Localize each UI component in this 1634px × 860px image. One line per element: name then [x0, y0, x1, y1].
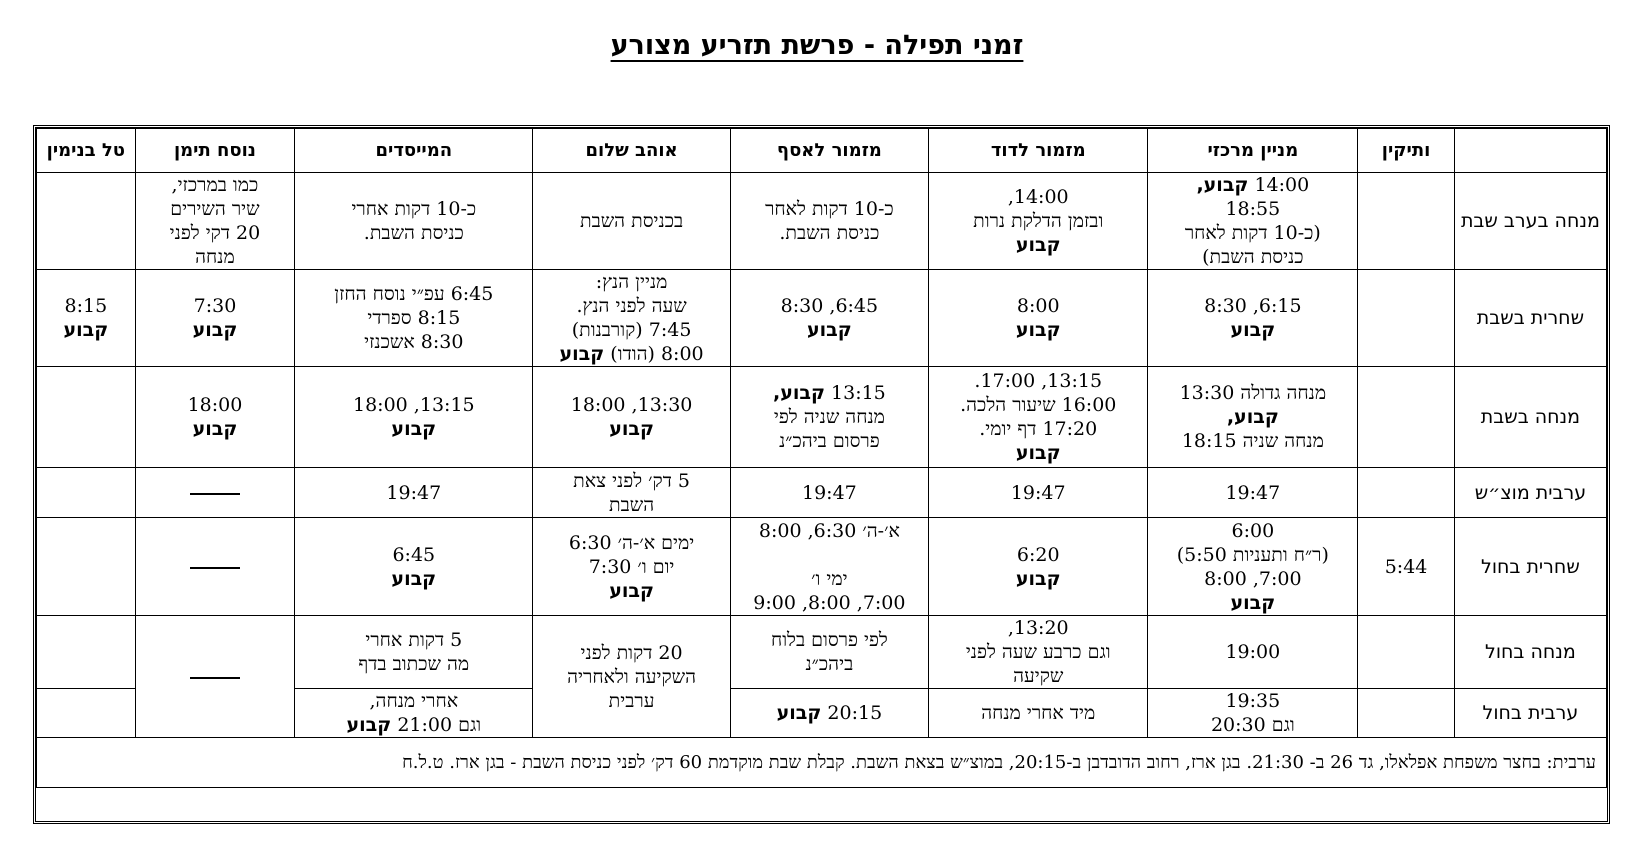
- row-label: שחרית בשבת: [1454, 270, 1606, 367]
- cell-line: כ-10 דקות אחרי: [351, 198, 477, 220]
- cell: [135, 270, 295, 367]
- row-label: ערבית בחול: [1454, 689, 1606, 738]
- cell-line: 13:20,: [1007, 617, 1069, 639]
- cell-line: 14:00 קבוע,: [1196, 174, 1310, 196]
- cell: [135, 173, 295, 270]
- cell: 5:44: [1358, 518, 1455, 616]
- cell-line: 13:30, 18:00: [570, 394, 693, 416]
- cell-line: כמו במרכזי,: [171, 174, 259, 196]
- cell-line: (ר״ח ותעניות 5:50): [1176, 543, 1329, 566]
- cell: [1358, 367, 1455, 468]
- cell: [37, 367, 136, 468]
- cell: [1148, 367, 1358, 468]
- cell: 19:47: [1148, 468, 1358, 518]
- cell-line: 6:00: [1231, 519, 1275, 542]
- cell: [1358, 616, 1455, 689]
- column-header: [1454, 129, 1606, 173]
- cell-line: כניסת השבת): [1202, 246, 1304, 268]
- cell-line: קבוע: [609, 418, 654, 440]
- cell: [1358, 173, 1455, 270]
- cell-line: 6:20: [1016, 543, 1060, 566]
- column-header: המייסדים: [295, 129, 533, 173]
- cell: [730, 173, 928, 270]
- cell-line: פרסום ביהכ״נ: [779, 430, 880, 452]
- row-label: ערבית מוצ״ש: [1454, 468, 1606, 518]
- cell-line: קבוע,: [1226, 406, 1279, 428]
- cell: [1148, 270, 1358, 367]
- cell: [37, 270, 136, 367]
- column-header: מזמור לאסף: [730, 129, 928, 173]
- cell: [1148, 173, 1358, 270]
- cell: [730, 616, 928, 689]
- cell: [1358, 468, 1455, 518]
- cell: [295, 616, 533, 689]
- column-header: טל בנימין: [37, 129, 136, 173]
- cell-line: 7:00, 8:00, 9:00: [753, 591, 906, 614]
- column-header: נוסח תימן: [135, 129, 295, 173]
- table-row: [37, 468, 1607, 518]
- cell-line: השבת: [609, 493, 655, 516]
- cell-line: קבוע: [609, 579, 654, 602]
- cell-line: מניין הנץ:: [595, 271, 668, 293]
- cell: [730, 270, 928, 367]
- table-row: [37, 518, 1607, 616]
- cell-line: מנחה: [195, 246, 235, 268]
- cell-line: 16:00 שיעור הלכה.: [960, 394, 1117, 416]
- cell-line: השקיעה ולאחריה: [567, 665, 697, 688]
- row-label: מנחה בחול: [1454, 616, 1606, 689]
- cell-line: קבוע: [807, 319, 852, 341]
- page-title: זמני תפילה - פרשת תזריע מצורע: [610, 30, 1024, 61]
- cell-line: 19:35: [1225, 690, 1281, 712]
- cell: [295, 518, 533, 616]
- cell: 19:47: [295, 468, 533, 518]
- cell-line: 7:45 (קורבנות): [571, 319, 692, 341]
- cell-line: 8:30 אשכנזי: [364, 331, 464, 353]
- cell: [37, 173, 136, 270]
- cell: [135, 616, 295, 738]
- cell-line: שיר השירים: [170, 198, 260, 220]
- cell: [295, 270, 533, 367]
- cell: [730, 518, 928, 616]
- column-header: מזמור לדוד: [929, 129, 1148, 173]
- cell-line: 8:15 ספרדי: [367, 307, 461, 329]
- cell-line: קבוע: [1230, 319, 1276, 341]
- cell: [135, 468, 295, 518]
- cell-line: בכניסת השבת: [579, 210, 684, 232]
- cell-line: 6:45, 8:30: [780, 295, 879, 317]
- cell-line: 13:15, 18:00: [353, 394, 475, 416]
- cell-line: קבוע: [391, 567, 437, 590]
- cell: מיד אחרי מנחה: [929, 689, 1148, 738]
- cell-line: לפי פרסום בלוח: [770, 629, 888, 651]
- cell-line: ביהכ״נ: [805, 653, 854, 675]
- cell: [37, 518, 136, 616]
- cell-line: 20 דקות לפני: [580, 641, 683, 664]
- footnote-row: [37, 738, 1607, 788]
- cell: [37, 689, 136, 738]
- cell-line: 18:55: [1225, 198, 1281, 220]
- cell-line: וגם כרבע שעה לפני: [965, 641, 1111, 663]
- cell: [1148, 518, 1358, 616]
- cell: 19:47: [929, 468, 1148, 518]
- row-label: שחרית בחול: [1454, 518, 1606, 616]
- cell-line: 18:00: [187, 394, 243, 416]
- cell-line: שקיעה: [1013, 665, 1064, 687]
- cell-line: 5 דק׳ לפני צאת: [573, 469, 690, 492]
- table-row: [37, 616, 1607, 689]
- cell-line: אחרי מנחה,: [369, 690, 459, 712]
- cell-line: ימים א׳-ה׳ 6:30: [568, 531, 695, 554]
- footnote: ערבית: בחצר משפחת אפלאלו, גד 26 ב- 21:30. בגן ארז, רחוב הדובדבן ב-20:15, במוצ״ש בצאת השבת. קבלת שבת מוקדמת 60 דק׳ לפני כניסת השבת - בגן ארז. ט.ל.ח: [37, 738, 1607, 788]
- cell: [1358, 270, 1455, 367]
- column-header: ותיקין: [1358, 129, 1455, 173]
- cell-line: 8:00: [1016, 295, 1060, 317]
- cell-line: 20 דקי לפני: [169, 222, 261, 244]
- header-row: [37, 129, 1607, 173]
- cell-line: קבוע: [391, 418, 437, 440]
- cell: [135, 518, 295, 616]
- cell-line: כניסת השבת.: [779, 222, 880, 244]
- cell-line: 8:00 (הודו) קבוע: [559, 343, 704, 365]
- cell: [295, 367, 533, 468]
- table-row: [37, 270, 1607, 367]
- blank-line: [190, 567, 240, 569]
- cell: [295, 689, 533, 738]
- table-row: [37, 173, 1607, 270]
- cell-line: קבוע: [1015, 319, 1061, 341]
- cell: [135, 367, 295, 468]
- cell-line: 7:30: [193, 295, 237, 317]
- cell: [929, 616, 1148, 689]
- cell-line: 6:15, 8:30: [1204, 295, 1302, 317]
- cell: [533, 468, 730, 518]
- cell-line: ערבית: [608, 689, 655, 712]
- column-header: מניין מרכזי: [1148, 129, 1358, 173]
- cell-line: כניסת השבת.: [363, 222, 464, 244]
- cell-line: יום ו׳ 7:30: [588, 555, 675, 578]
- cell: [533, 518, 730, 616]
- cell-line: קבוע: [1015, 567, 1061, 590]
- cell-line: 8:15: [64, 295, 108, 317]
- cell-line: קבוע: [192, 319, 238, 341]
- cell: [929, 270, 1148, 367]
- prayer-schedule-table: [36, 128, 1607, 788]
- cell: [730, 367, 928, 468]
- cell: [295, 173, 533, 270]
- cell-line: וגם 21:00 קבוע: [346, 714, 482, 736]
- cell-line: קבוע: [63, 319, 109, 341]
- cell: [533, 173, 730, 270]
- cell-line: קבוע: [1015, 442, 1061, 464]
- cell: [533, 616, 730, 738]
- cell-line: קבוע: [1230, 591, 1276, 614]
- cell-line: מנחה שניה 18:15: [1181, 430, 1324, 452]
- cell-line: כ-10 דקות לאחר: [765, 198, 894, 220]
- cell-line: [735, 543, 924, 567]
- cell-line: 13:15, 17:00.: [974, 370, 1103, 392]
- cell-line: קבוע: [192, 418, 238, 440]
- cell: [929, 173, 1148, 270]
- cell-line: 14:00,: [1007, 186, 1069, 208]
- cell-line: (כ-10 דקות לאחר: [1184, 222, 1321, 244]
- column-header: אוהב שלום: [533, 129, 730, 173]
- cell-line: מנחה גדולה 13:30: [1179, 382, 1327, 404]
- cell: [533, 367, 730, 468]
- cell-line: 6:45: [392, 543, 436, 566]
- cell: [730, 689, 928, 738]
- cell-line: 5 דקות אחרי: [365, 629, 463, 651]
- row-label: מנחה בערב שבת: [1454, 173, 1606, 270]
- cell-line: 20:15 קבוע: [776, 702, 883, 724]
- cell: [929, 518, 1148, 616]
- cell: [1358, 689, 1455, 738]
- cell-line: מה שכתוב בדף: [358, 653, 470, 675]
- cell: [929, 367, 1148, 468]
- cell-line: 13:15 קבוע,: [772, 382, 886, 404]
- cell-line: 17:20 דף יומי.: [979, 418, 1098, 440]
- blank-line: [190, 493, 240, 495]
- cell-line: א׳-ה׳ 6:30, 8:00: [758, 519, 900, 542]
- cell: 19:00: [1148, 616, 1358, 689]
- cell-line: וגם 20:30: [1210, 714, 1295, 736]
- cell: [37, 616, 136, 689]
- cell-line: ובזמן הדלקת נרות: [973, 210, 1104, 232]
- cell: [1148, 689, 1358, 738]
- cell-line: מנחה שניה לפי: [773, 406, 885, 428]
- cell: [533, 270, 730, 367]
- cell-line: 6:45 עפ״י נוסח החזן: [334, 283, 494, 305]
- cell: [37, 468, 136, 518]
- cell-line: 7:00, 8:00: [1204, 567, 1302, 590]
- blank-line: [190, 677, 240, 679]
- cell-line: ימי ו׳: [811, 567, 848, 590]
- cell-line: קבוע: [1015, 234, 1061, 256]
- cell: 19:47: [730, 468, 928, 518]
- cell-line: שעה לפני הנץ.: [576, 295, 687, 317]
- row-label: מנחה בשבת: [1454, 367, 1606, 468]
- table-row: [37, 367, 1607, 468]
